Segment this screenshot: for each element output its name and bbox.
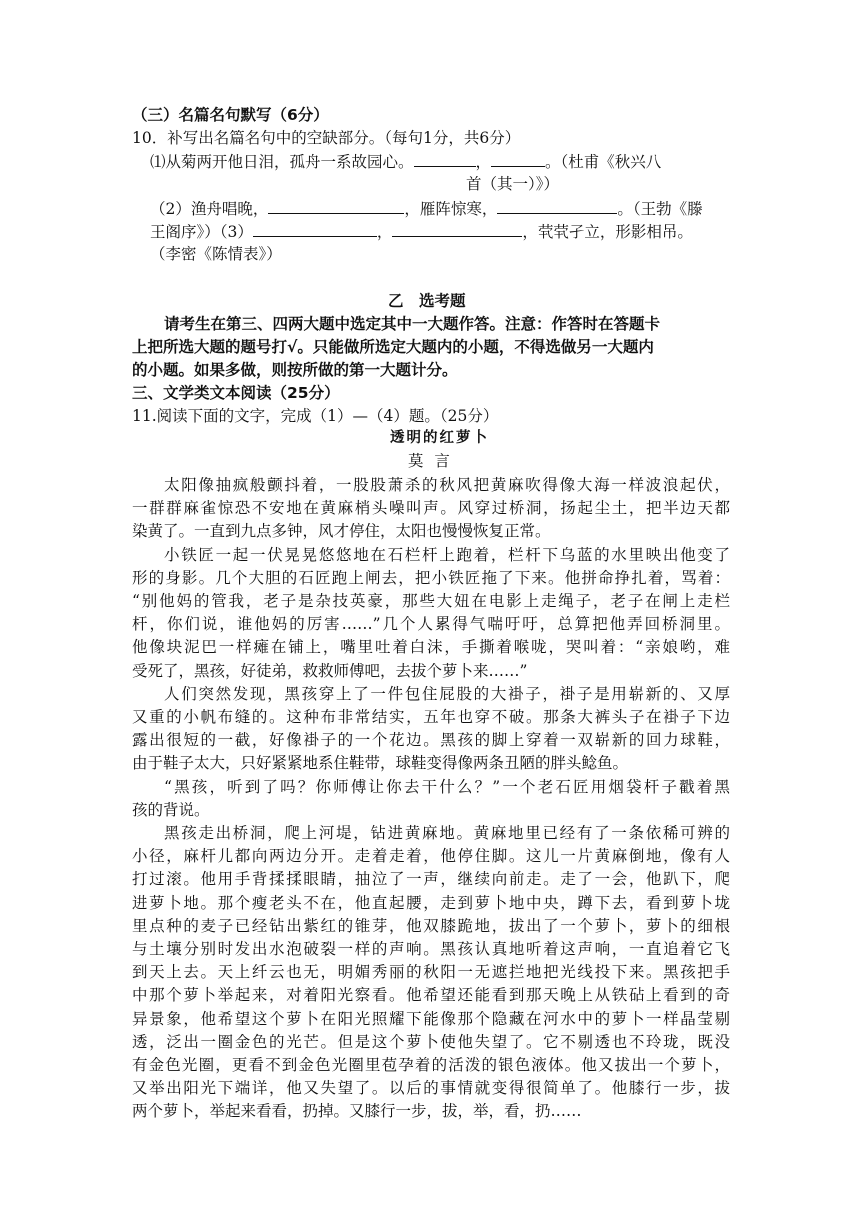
story-line: 打过滚。他用手背揉揉眼睛，抽泣了一声，继续向前走。走了一会，他趴下，爬 — [132, 870, 730, 889]
story-line: 露出很短的一截，好像褂子的一个花边。黑孩的脚上穿着一双崭新的回力球鞋， — [132, 731, 730, 750]
story-line: 里点种的麦子已经钻出紫红的锥芽，他双膝跪地，拔出了一个萝卜，萝卜的细根 — [132, 916, 730, 935]
story-line: 染黄了。一直到九点多钟，风才停住，太阳也慢慢恢复正常。 — [132, 522, 551, 541]
answer-blank[interactable] — [497, 197, 617, 214]
fill-item-3 — [150, 220, 693, 243]
story-line: 太阳像抽疯般颤抖着，一股股萧杀的秋风把黄麻吹得像大海一样波浪起伏， — [164, 476, 730, 494]
story-line: 人们突然发现，黑孩穿上了一件包住屁股的大褂子，褂子是用崭新的、又厚 — [164, 684, 730, 703]
fill-item-3-source: （李密《陈情表》） — [150, 245, 282, 263]
section-heading: （三）名篇名句默写（6分） — [132, 106, 329, 124]
story-line: 受死了，黑孩，好徒弟，救救师傅吧，去拔个萝卜来……” — [132, 661, 528, 680]
fill-item-2-text: （2）渔舟唱晚， — [150, 200, 269, 218]
answer-blank[interactable] — [268, 197, 404, 214]
fill-item-1-source-cont: 首（其一）》） — [466, 175, 560, 193]
answer-blank[interactable] — [253, 220, 377, 237]
answer-blank[interactable] — [491, 150, 545, 167]
fill-item-3-text: ，茕茕孑立，形影相吊。 — [522, 223, 693, 241]
fill-item-2 — [150, 197, 703, 220]
fill-item-2-source: 。（王勃《滕 — [617, 200, 703, 218]
story-line: 小铁匠一起一伏晃晃悠悠地在石栏杆上跑着，栏杆下乌蓝的水里映出他变了 — [164, 545, 730, 564]
story-line: 异景象，他希望这个萝卜在阳光照耀下能像那个隐藏在河水中的萝卜一样晶莹剔 — [132, 1009, 730, 1028]
fill-item-1-text: ⑴从菊两开他日泪，孤舟一系故园心。 — [150, 153, 414, 171]
story-line: 一群群麻雀惊恐不安地在黄麻梢头噪叫声。风穿过桥洞，扬起尘土，把半边天都 — [132, 499, 730, 518]
story-line: 孩的背说。 — [132, 800, 210, 819]
section-heading: 三、文学类文本阅读（25分） — [132, 384, 340, 402]
story-line: 小径，麻杆儿都向两边分开。走着走着，他停住脚。这儿一片黄麻倒地，像有人 — [132, 847, 730, 866]
fill-item-1-source: 。（杜甫《秋兴八 — [545, 153, 662, 171]
fill-item-2-text-b: ，雁阵惊寒， — [404, 200, 498, 218]
instruction-line: 请考生在第三、四两大题中选定其中一大题作答。注意：作答时在答题卡 — [164, 315, 661, 333]
story-line: 与土壤分别时发出水泡破裂一样的声响。黑孩认真地听着这声响，一直追着它飞 — [132, 940, 730, 958]
separator: ， — [376, 223, 393, 241]
story-line: 透，泛出一圈金色的光芒。但是这个萝卜使他失望了。它不剔透也不玲珑，既没 — [132, 1032, 730, 1051]
question-11-stem: 11.阅读下面的文字，完成（1）—（4）题。（25分） — [132, 407, 499, 425]
separator: ， — [475, 153, 492, 171]
story-line: 进萝卜地。那个瘦老头不在，他直起腰，走到萝卜地中央，蹲下去，看到萝卜垅 — [132, 893, 730, 912]
story-line: 又举出阳光下端详，他又失望了。以后的事情就变得很简单了。他膝行一步，拔 — [132, 1079, 730, 1098]
story-line: “黑孩，听到了吗？你师傅让你去干什么？”一个老石匠用烟袋杆子戳着黑 — [164, 777, 730, 796]
question-10-stem: 10．补写出名篇名句中的空缺部分。（每句1分，共6分） — [132, 129, 521, 147]
story-line: 由于鞋子太大，只好紧紧地系住鞋带，球鞋变得像两条丑陋的胖头鲶鱼。 — [132, 754, 629, 773]
story-line: “别他妈的管我，老子是杂技英豪，那些大妞在电影上走绳子，老子在闸上走栏 — [132, 592, 730, 610]
story-line: 形的身影。几个大胆的石匠跑上闸去，把小铁匠拖了下来。他拼命挣扎着，骂着： — [132, 568, 730, 587]
fill-item-1 — [150, 150, 661, 173]
story-line: 杆，你们说，谁他妈的厉害……”几个人累得气喘吁吁，总算把他弄回桥洞里。 — [132, 615, 730, 634]
story-title: 透明的红萝卜 — [390, 430, 489, 446]
instruction-line: 上把所选大题的题号打√。只能做所选定大题内的小题，不得选做另一大题内 — [132, 338, 654, 356]
story-line: 有金色光圈，更看不到金色光圈里苞孕着的活泼的银色液体。他又拔出一个萝卜， — [132, 1056, 730, 1074]
story-author: 莫 言 — [408, 452, 453, 470]
story-line: 又重的小帆布缝的。这种布非常结实，五年也穿不破。那条大裤头子在褂子下边 — [132, 708, 730, 726]
answer-blank[interactable] — [392, 220, 522, 237]
part-b-heading: 乙 选考题 — [388, 292, 466, 310]
story-line: 黑孩走出桥洞，爬上河堤，钻进黄麻地。黄麻地里已经有了一条依稀可辨的 — [164, 824, 730, 842]
instruction-line: 的小题。如果多做，则按所做的第一大题计分。 — [132, 361, 458, 379]
answer-blank[interactable] — [414, 150, 476, 167]
story-line: 到天上去。天上纤云也无，明媚秀丽的秋阳一无遮拦地把光线投下来。黑孩把手 — [132, 963, 730, 982]
fill-item-2-source-cont: 王阁序》）（3） — [150, 223, 253, 241]
story-line: 中那个萝卜举起来，对着阳光察看。他希望还能看到那天晚上从铁砧上看到的奇 — [132, 986, 730, 1005]
story-line: 两个萝卜，举起来看看，扔掉。又膝行一步，拔，举，看，扔…… — [132, 1102, 582, 1121]
story-line: 他像块泥巴一样瘫在铺上，嘴里吐着白沫，手撕着喉咙，哭叫着：“亲娘哟，难 — [132, 638, 730, 657]
